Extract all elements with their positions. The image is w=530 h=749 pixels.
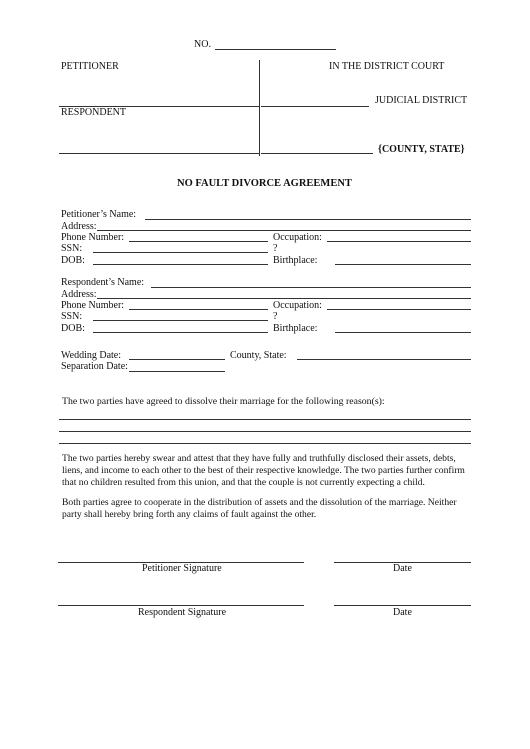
respondent-label: RESPONDENT bbox=[61, 107, 127, 118]
respondent-address-field[interactable] bbox=[97, 298, 471, 299]
respondent-date-label: Date bbox=[393, 607, 412, 618]
respondent-birthplace-field[interactable] bbox=[335, 332, 471, 333]
judicial-district-line[interactable] bbox=[261, 106, 369, 107]
petitioner-date-label: Date bbox=[393, 563, 412, 574]
disclosure-paragraph: The two parties hereby swear and attest that they have fully and truthfully disclosed their assets, debts, liens, and income to each other to the best of their respective knowledge. The two parties further confirm that no children resulted from this union, and that the couple is not currently expecting a child. bbox=[62, 453, 465, 489]
reason-line-3[interactable] bbox=[59, 443, 471, 444]
petitioner-dob-field[interactable] bbox=[93, 264, 268, 265]
separation-date-field[interactable] bbox=[129, 371, 225, 372]
respondent-question-mark: ? bbox=[273, 311, 278, 322]
respondent-name-field[interactable] bbox=[151, 287, 471, 288]
petitioner-label: PETITIONER bbox=[61, 61, 119, 72]
respondent-name-line[interactable] bbox=[59, 153, 259, 154]
respondent-ssn-label: SSN: bbox=[61, 311, 83, 322]
petitioner-name-label: Petitioner’s Name: bbox=[61, 209, 137, 220]
petitioner-address-label: Address: bbox=[61, 221, 97, 232]
respondent-occupation-label: Occupation: bbox=[273, 300, 322, 311]
petitioner-birthplace-field[interactable] bbox=[335, 264, 471, 265]
petitioner-occupation-field[interactable] bbox=[327, 241, 471, 242]
respondent-dob-field[interactable] bbox=[93, 332, 268, 333]
marriage-county-state-field[interactable] bbox=[297, 359, 471, 360]
separation-date-label: Separation Date: bbox=[61, 361, 128, 372]
petitioner-question-mark: ? bbox=[273, 243, 278, 254]
petitioner-ssn-field[interactable] bbox=[93, 252, 268, 253]
respondent-signature-line[interactable] bbox=[58, 605, 304, 606]
petitioner-address-field[interactable] bbox=[97, 230, 471, 231]
cooperate-paragraph: Both parties agree to cooperate in the distribution of assets and the dissolution of the marriage. Neither party shall hereby bring forth any claims of fault against the other. bbox=[62, 497, 457, 521]
reason-line-1[interactable] bbox=[59, 419, 471, 420]
petitioner-phone-field[interactable] bbox=[129, 241, 268, 242]
wedding-date-label: Wedding Date: bbox=[61, 350, 122, 361]
case-number-field[interactable] bbox=[215, 49, 336, 50]
respondent-name-label: Respondent’s Name: bbox=[61, 277, 145, 288]
respondent-birthplace-label: Birthplace: bbox=[273, 323, 318, 334]
respondent-date-line[interactable] bbox=[334, 605, 471, 606]
wedding-date-field[interactable] bbox=[129, 359, 225, 360]
document-title: NO FAULT DIVORCE AGREEMENT bbox=[177, 178, 352, 189]
respondent-occupation-field[interactable] bbox=[327, 309, 471, 310]
respondent-dob-label: DOB: bbox=[61, 323, 85, 334]
caption-divider bbox=[259, 60, 260, 156]
respondent-phone-label: Phone Number: bbox=[61, 300, 125, 311]
respondent-signature-label: Respondent Signature bbox=[138, 607, 227, 618]
respondent-address-label: Address: bbox=[61, 289, 97, 300]
respondent-phone-field[interactable] bbox=[129, 309, 268, 310]
judicial-district-label: JUDICIAL DISTRICT bbox=[375, 95, 468, 106]
petitioner-birthplace-label: Birthplace: bbox=[273, 255, 318, 266]
petitioner-name-field[interactable] bbox=[145, 219, 471, 220]
county-state-label: {COUNTY, STATE} bbox=[378, 144, 465, 155]
petitioner-ssn-label: SSN: bbox=[61, 243, 83, 254]
petitioner-occupation-label: Occupation: bbox=[273, 232, 322, 243]
court-label: IN THE DISTRICT COURT bbox=[329, 61, 445, 72]
case-number-label: NO. bbox=[194, 39, 211, 50]
marriage-county-state-label: County, State: bbox=[230, 350, 287, 361]
reasons-text: The two parties have agreed to dissolve their marriage for the following reason(s): bbox=[62, 396, 385, 407]
petitioner-signature-label: Petitioner Signature bbox=[142, 563, 222, 574]
county-state-line[interactable] bbox=[261, 153, 373, 154]
respondent-ssn-field[interactable] bbox=[93, 320, 268, 321]
reason-line-2[interactable] bbox=[59, 431, 471, 432]
petitioner-dob-label: DOB: bbox=[61, 255, 85, 266]
petitioner-phone-label: Phone Number: bbox=[61, 232, 125, 243]
